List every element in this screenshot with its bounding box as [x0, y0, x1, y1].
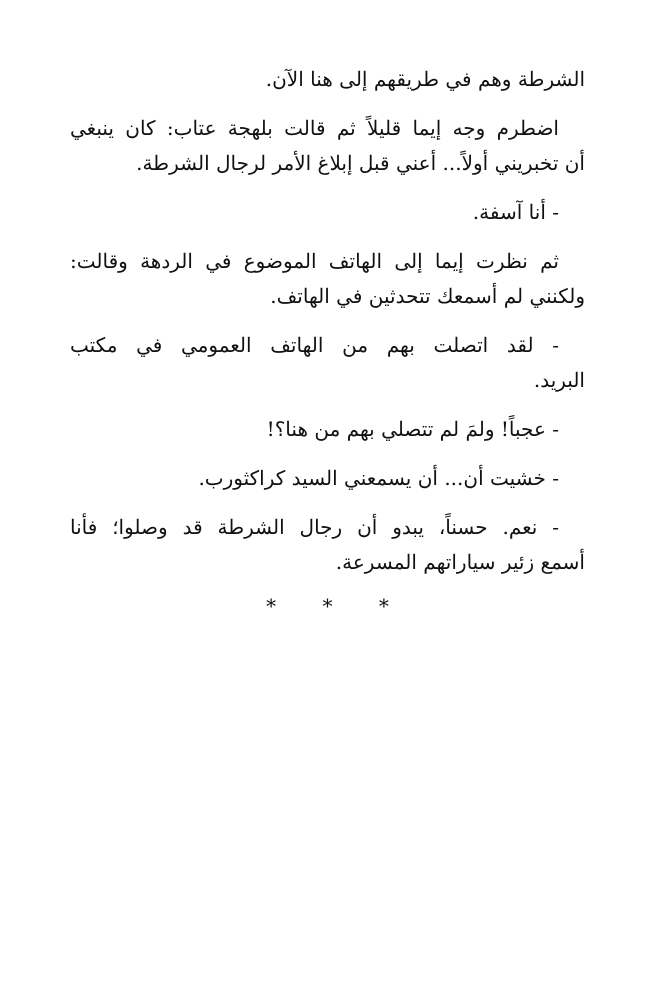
book-page — [70, 62, 585, 618]
paragraph-2-line-2: أن تخبريني أولاً... أعني قبل إبلاغ الأمر لرجال الشرطة. — [136, 151, 585, 175]
paragraph-2-line-1: اضطرم وجه إيما قليلاً ثم قالت بلهجة عتاب: كان ينبغي — [70, 116, 559, 140]
paragraph-2 — [70, 111, 585, 181]
paragraph-3-line-1: - أنا آسفة. — [472, 200, 559, 224]
paragraph-1 — [70, 62, 585, 97]
paragraph-8-line-1: - نعم. حسناً، يبدو أن رجال الشرطة قد وصلوا؛ فأنا — [70, 515, 559, 539]
paragraph-4-line-2: ولكنني لم أسمعك تتحدثين في الهاتف. — [270, 284, 585, 308]
section-separator: * * * — [266, 594, 409, 618]
paragraph-3 — [70, 195, 585, 230]
paragraph-4 — [70, 244, 585, 314]
paragraph-7 — [70, 461, 585, 496]
paragraph-4-line-1: ثم نظرت إيما إلى الهاتف الموضوع في الردهة وقالت: — [70, 249, 559, 273]
paragraph-8-line-2: أسمع زئير سياراتهم المسرعة. — [335, 550, 585, 574]
paragraph-6-line-1: - عجباً! ولمَ لم تتصلي بهم من هنا؟! — [266, 417, 559, 441]
paragraph-7-line-1: - خشيت أن... أن يسمعني السيد كراكثورب. — [198, 466, 559, 490]
paragraph-5-line-2: البريد. — [533, 368, 585, 392]
paragraph-5-line-1: - لقد اتصلت بهم من الهاتف العمومي في مكتب — [70, 333, 559, 357]
paragraph-1-line-1: الشرطة وهم في طريقهم إلى هنا الآن. — [265, 67, 585, 91]
paragraph-6 — [70, 412, 585, 447]
paragraph-5 — [70, 328, 585, 398]
paragraph-8 — [70, 510, 585, 580]
